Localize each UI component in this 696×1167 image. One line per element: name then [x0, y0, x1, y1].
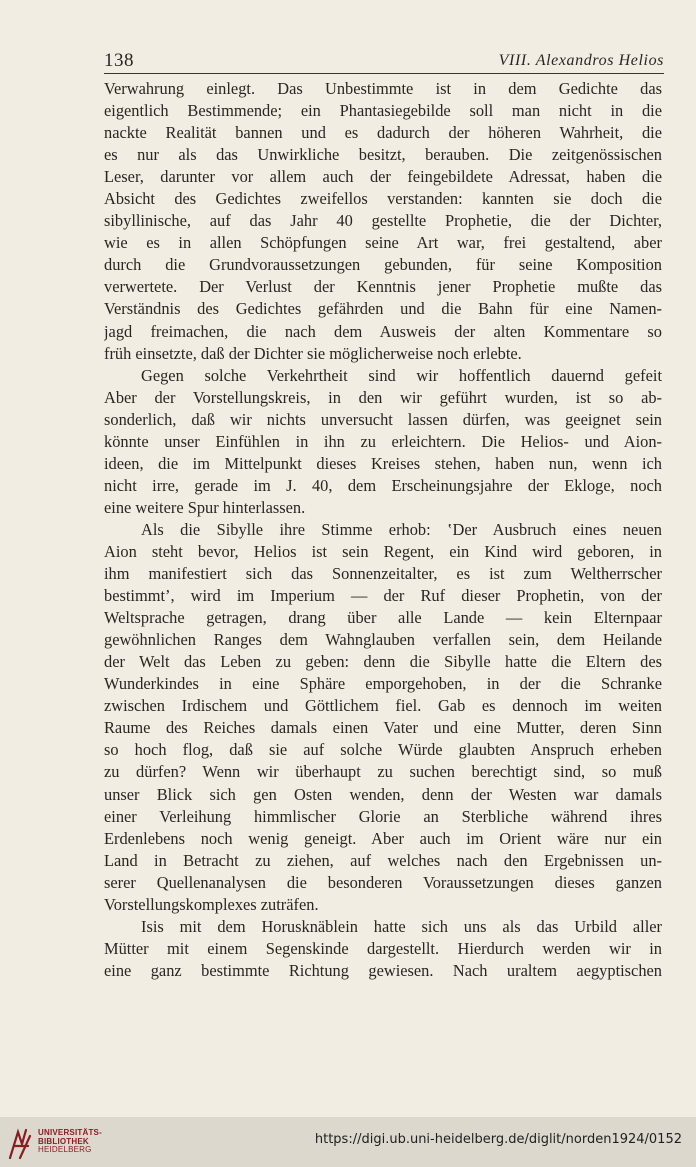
text-line: nicht irre, gerade im J. 40, dem Erscheinungsjahre der Ekloge, noch: [104, 475, 662, 495]
document-url-link[interactable]: https://digi.ub.uni-heidelberg.de/diglit/norden1924/0152: [314, 1132, 682, 1147]
text-line: es nur als das Unwirkliche besitzt, berauben. Die zeitgenössischen: [104, 145, 662, 165]
text-line: der Welt das Leben zu geben: denn die Sibylle hatte die Eltern des: [104, 652, 662, 672]
text-line: Weltsprache getragen, drang über alle Lande — kein Elternpaar: [104, 608, 662, 628]
text-line: wie es in allen Schöpfungen seine Art war, frei gestaltend, aber: [104, 233, 662, 253]
text-line: durch die Grundvoraussetzungen gebunden, für seine Komposition: [104, 255, 662, 275]
text-line: zu dürfen? Wenn wir überhaupt zu suchen berechtigt sind, so muß: [104, 762, 662, 782]
text-line: Erdenlebens noch wenig geneigt. Aber auch im Orient wäre nur ein: [104, 828, 662, 848]
text-line: bestimmt’, wird im Imperium — der Ruf dieser Prophetin, von der: [104, 586, 662, 606]
library-name-line3: HEIDELBERG: [38, 1145, 92, 1155]
text-line: Verwahrung einlegt. Das Unbestimmte ist in dem Gedichte das: [104, 79, 662, 98]
text-line: unser Blick sich gen Osten wenden, denn der Westen war damals: [104, 784, 662, 804]
text-line: zwischen Irdischem und Göttlichem fiel. Gab es dennoch im weiten: [104, 696, 662, 716]
text-line: Aber der Vorstellungskreis, in den wir geführt wurden, ist so ab-: [104, 387, 662, 407]
text-line: Leser, darunter vor allem auch der feingebildete Adressat, haben die: [104, 167, 662, 187]
text-line: ideen, die im Mittelpunkt dieses Kreises stehen, haben nun, wenn ich: [104, 453, 662, 473]
text-line: einer Verleihung himmlischer Glorie an Sterbliche während ihres: [104, 806, 662, 826]
footer-bar: [0, 1117, 696, 1167]
text-line: Aion steht bevor, Helios ist sein Regent, ein Kind wird geboren, in: [104, 541, 662, 561]
text-line: Gegen solche Verkehrtheit sind wir hoffentlich dauernd gefeit: [141, 365, 662, 385]
text-line: sonderlich, daß wir nichts unversucht lassen dürfen, was geeignet sein: [104, 409, 662, 429]
text-line: Vorstellungskomplexes zuträfen.: [104, 894, 319, 914]
text-line: sibyllinische, auf das Jahr 40 gestellte Prophetie, die der Dichter,: [104, 211, 662, 231]
text-line: Absicht des Gedichtes zweifellos verstanden: kannten sie doch die: [104, 189, 662, 209]
body-text: [104, 78, 662, 982]
library-name-line2: BIBLIOTHEK: [38, 1136, 89, 1146]
text-line: eine ganz bestimmte Richtung gewiesen. Nach uraltem aegyptischen: [104, 960, 662, 980]
text-line: Isis mit dem Horusknäblein hatte sich uns als das Urbild aller: [141, 916, 662, 936]
header-rule: [104, 73, 664, 74]
text-line: serer Quellenanalysen die besonderen Voraussetzungen dieses ganzen: [104, 872, 662, 892]
text-line: nackte Realität bannen und es dadurch der höheren Wahrheit, die: [104, 123, 662, 143]
page-header: [104, 50, 664, 72]
text-line: Raume des Reiches damals einen Vater und eine Mutter, deren Sinn: [104, 718, 662, 738]
text-line: eigentlich Bestimmende; ein Phantasiegebilde soll man nicht in die: [104, 101, 662, 121]
text-line: Mütter mit einem Segenskinde dargestellt. Hierdurch werden wir in: [104, 938, 662, 958]
text-line: Verständnis des Gedichtes gefährden und die Bahn für eine Namen-: [104, 299, 662, 319]
text-line: Als die Sibylle ihre Stimme erhob: ‛Der Ausbruch eines neuen: [141, 519, 662, 539]
text-line: jagd freimachen, die nach dem Ausweis der alten Kommentare so: [104, 321, 662, 341]
text-line: eine weitere Spur hinterlassen.: [104, 497, 306, 517]
text-line: gewöhnlichen Ranges dem Wahnglauben verfallen sein, dem Heilande: [104, 630, 662, 650]
text-line: früh einsetzte, daß der Dichter sie möglicherweise noch erlebte.: [104, 343, 522, 363]
text-line: Land in Betracht zu ziehen, auf welches nach den Ergebnissen un-: [104, 850, 662, 870]
library-name: [38, 1129, 102, 1155]
running-title: VIII. Alexandros Helios: [498, 52, 664, 69]
text-line: so hoch flog, daß sie auf solche Würde glaubten Anspruch erheben: [104, 740, 662, 760]
library-logo-icon[interactable]: [6, 1124, 34, 1162]
library-name-line1: UNIVERSITÄTS-: [38, 1128, 102, 1137]
text-line: Wunderkindes in eine Sphäre emporgehoben, in der die Schranke: [104, 674, 662, 694]
page-number: 138: [104, 50, 134, 71]
text-line: könnte unser Einfühlen in ihn zu erleichtern. Die Helios- und Aion-: [104, 431, 662, 451]
text-line: verwertete. Der Verlust der Kenntnis jener Prophetie mußte das: [104, 277, 662, 297]
text-line: ihm manifestiert sich das Sonnenzeitalter, es ist zum Weltherrscher: [104, 564, 662, 584]
